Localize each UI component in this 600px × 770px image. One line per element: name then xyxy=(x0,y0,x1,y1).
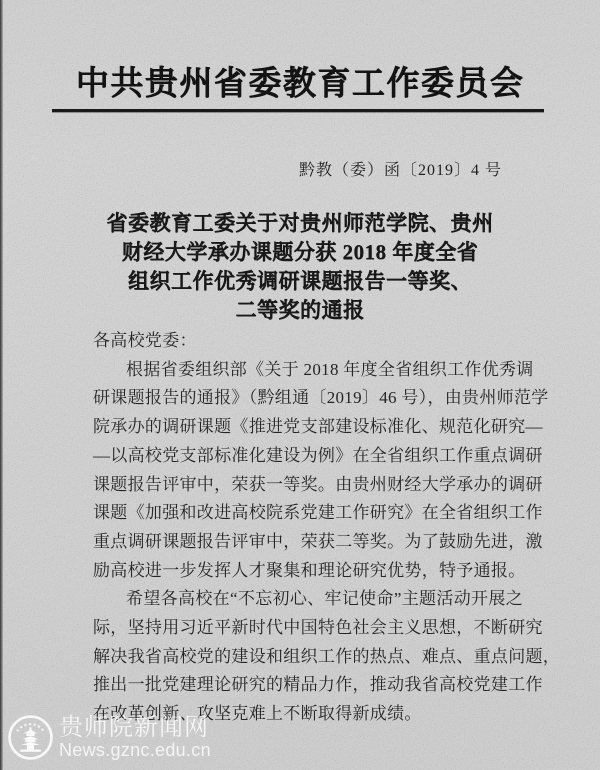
watermark-site-url: News.gznc.edu.cn xyxy=(59,740,211,760)
body-line: 际，坚持用习近平新时代中国特色社会主义思想，不断研究 xyxy=(93,618,543,638)
body-line: 课题《加强和改进高校院系党建工作研究》在全省组织工作 xyxy=(93,503,543,523)
watermark-site-name: 贵师院新闻网 xyxy=(59,714,209,741)
body-line: 希望各高校在“不忘初心、牢记使命”主题活动开展之 xyxy=(126,589,523,609)
body-line: 重点调研课题报告评审中，荣获二等奖。为了鼓励先进，激 xyxy=(93,531,543,551)
document-org-title: 中共贵州省委教育工作委员会 xyxy=(75,66,525,102)
header-divider xyxy=(52,109,544,112)
title-line: 省委教育工委关于对贵州师范学院、贵州 xyxy=(106,211,494,235)
body-line: 解决我省高校党的建设和组织工作的热点、难点、重点问题， xyxy=(93,646,561,666)
document-body xyxy=(93,327,561,729)
document-title xyxy=(40,209,560,325)
body-line: 在改革创新、攻坚克难上不断取得新成绩。 xyxy=(93,704,422,724)
body-line: 推出一批党建理论研究的精品力作，推动我省高校党建工作 xyxy=(93,675,543,695)
body-line: 根据省委组织部《关于 2018 年度全省组织工作优秀调 xyxy=(126,359,534,379)
document-number: 黔教（委）函〔2019〕4 号 xyxy=(298,162,502,179)
body-line: 励高校进一步发挥人才聚集和理论研究优势，特予通报。 xyxy=(93,560,526,580)
body-line: 院承办的调研课题《推进党支部建设标准化、规范化研究— xyxy=(93,417,543,437)
body-line: 课题报告评审中，荣获一等奖。由贵州财经大学承办的调研 xyxy=(93,474,543,494)
title-line: 二等奖的通报 xyxy=(235,298,365,322)
title-line: 财经大学承办课题分获 2018 年度全省 xyxy=(121,240,479,264)
body-line: —以高校党支部标准化建设为例》在全省组织工作重点调研 xyxy=(93,445,543,465)
salutation-line: 各高校党委： xyxy=(93,331,197,350)
pagoda-logo-icon xyxy=(7,714,54,761)
title-line: 组织工作优秀调研课题报告一等奖、 xyxy=(128,269,472,293)
body-line: 研课题报告的通报》（黔组通〔2019〕46 号），由贵州师范学 xyxy=(93,388,549,408)
scan-edge-artifact xyxy=(0,0,3,770)
